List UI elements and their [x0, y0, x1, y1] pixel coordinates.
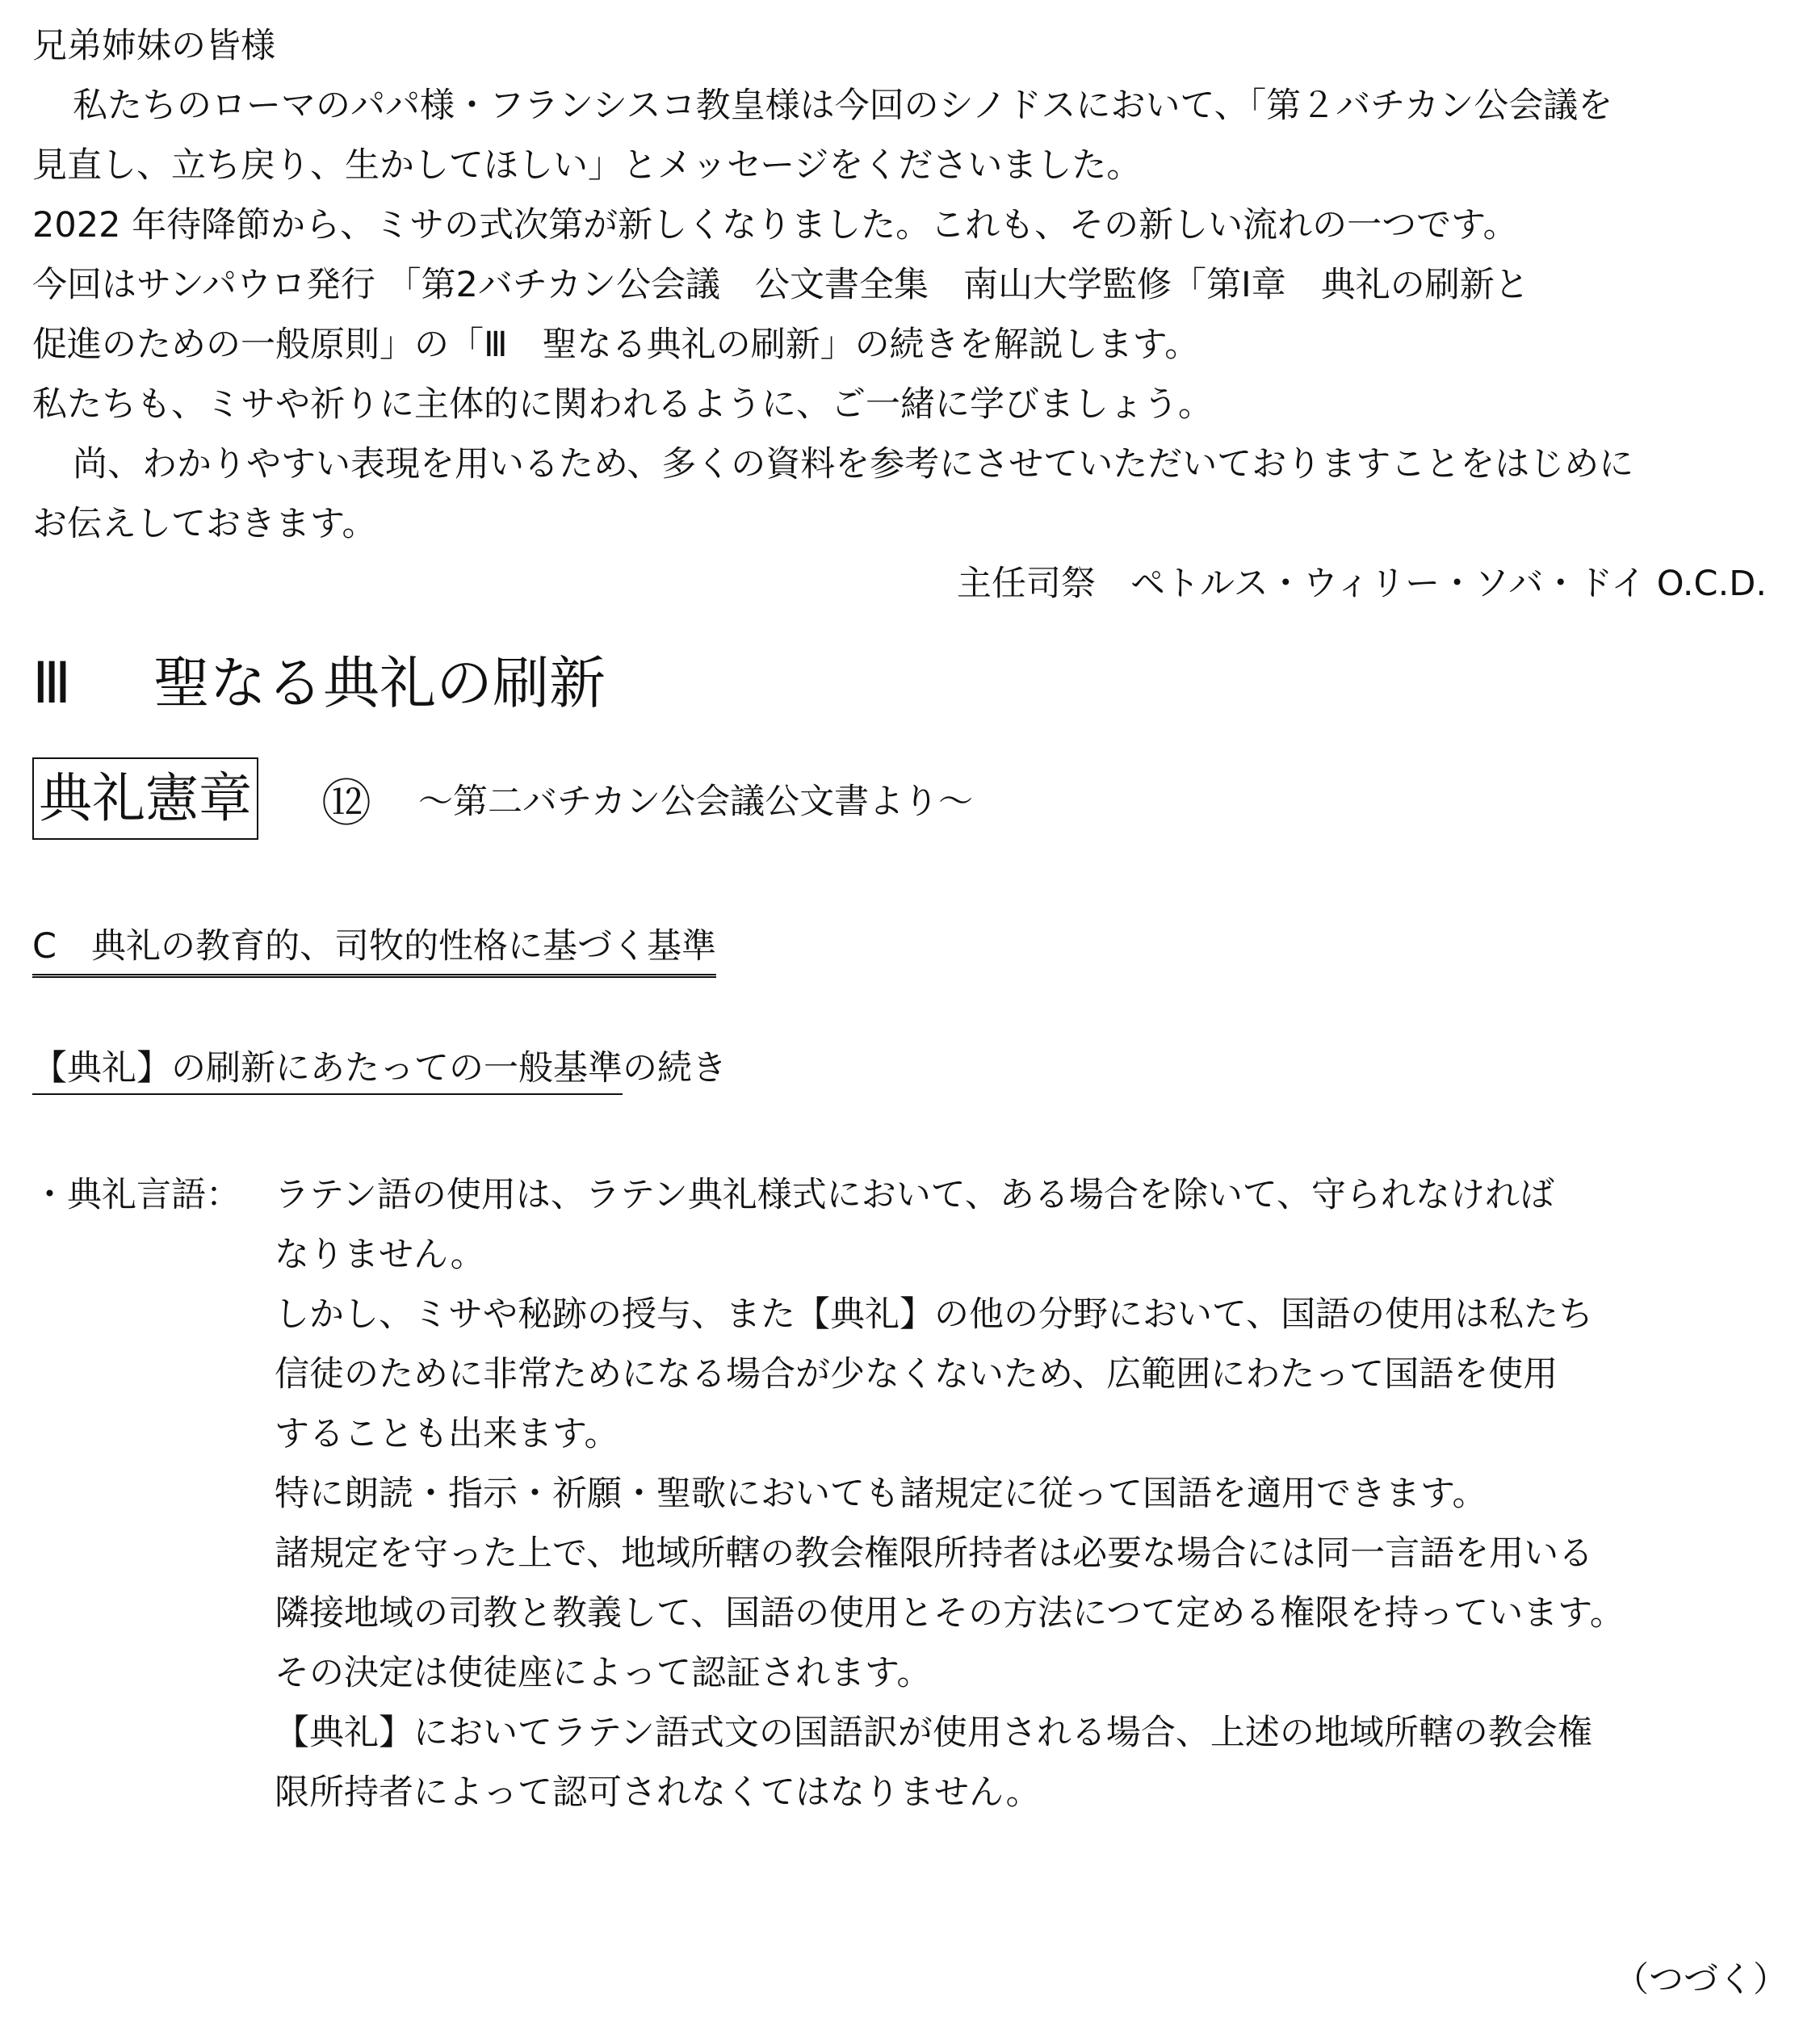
item-line: 信徒のために非常ためになる場合が少なくないため、広範囲にわたって国語を使用 — [275, 1354, 1558, 1395]
section-numeral: Ⅲ — [32, 650, 72, 716]
greeting: 兄弟姉妹の皆様 — [32, 26, 275, 66]
document-page — [32, 16, 1793, 1823]
item-line: なりません。 — [275, 1235, 485, 1275]
item-line: することも出来ます。 — [275, 1414, 619, 1454]
item-line: 諸規定を守った上で、地域所轄の教会権限所持者は必要な場合には同一言語を用いる — [275, 1533, 1594, 1574]
intro-line: 見直し、立ち戻り、生かしてほしい」とメッセージをくださいました。 — [32, 145, 1142, 186]
intro-line: 私たちのローマのパパ様・フランシスコ教皇様は今回のシノドスにおいて、「第２バチカン公会議を — [73, 86, 1613, 126]
item-line: しかし、ミサや秘跡の授与、また【典礼】の他の分野において、国語の使用は私たち — [275, 1294, 1594, 1335]
general-heading-rest: の続き — [623, 1048, 727, 1089]
item-line: 特に朗読・指示・祈願・聖歌においても諸規定に従って国語を適用できます。 — [275, 1474, 1487, 1514]
intro-line: 2022 年待降節から、ミサの式次第が新しくなりました。これも、その新しい流れの一つです。 — [32, 205, 1518, 245]
item-line: 隣接地域の司教と教義して、国語の使用とその方法につて定める権限を持っています。 — [275, 1593, 1625, 1634]
general-heading — [32, 1044, 1793, 1093]
constitution-header — [32, 754, 1793, 843]
intro-line: 促進のための一般原則」の「Ⅲ 聖なる典礼の刷新」の続きを解説します。 — [32, 325, 1200, 365]
criteria-heading: C 典礼の教育的、司牧的性格に基づく基準 — [32, 922, 716, 978]
item-line: ラテン語の使用は、ラテン典礼様式において、ある場合を除いて、守られなければ — [275, 1175, 1554, 1215]
item-body — [275, 1165, 1793, 1823]
intro-line: 尚、わかりやすい表現を用いるため、多くの資料を参考にさせていただいておりますことをはじめに — [73, 444, 1634, 484]
item-label: ・典礼言語： — [32, 1175, 241, 1215]
item-line: その決定は使徒座によって認証されます。 — [275, 1653, 932, 1693]
intro-line: お伝えしておきます。 — [32, 504, 377, 544]
constitution-label: 典礼憲章 — [32, 757, 258, 840]
liturgical-language-item — [32, 1165, 1793, 1823]
general-heading-underlined: 【典礼】の刷新にあたっての一般基準 — [32, 1048, 623, 1095]
continuation-note: （つづく） — [1614, 1960, 1788, 2000]
item-line: 限所持者によって認可されなくてはなりません。 — [275, 1772, 1041, 1813]
intro-line: 私たちも、ミサや祈りに主体的に関われるように、ご一緒に学びましょう。 — [32, 384, 1213, 425]
section-title — [32, 643, 1793, 724]
intro-line: 今回はサンパウロ発行 「第2バチカン公会議 公文書全集 南山大学監修「第Ⅰ章 典礼の刷新と — [32, 265, 1529, 305]
signature: 主任司祭 ペトルス・ウィリー・ソバ・ドイ O.C.D. — [957, 564, 1768, 604]
constitution-subtitle: ～第二バチカン公会議公文書より～ — [418, 781, 974, 822]
item-line: 【典礼】においてラテン語式文の国語訳が使用される場合、上述の地域所轄の教会権 — [275, 1713, 1592, 1753]
section-title-text: 聖なる典礼の刷新 — [153, 650, 606, 716]
constitution-number: ⑫ — [321, 773, 372, 833]
